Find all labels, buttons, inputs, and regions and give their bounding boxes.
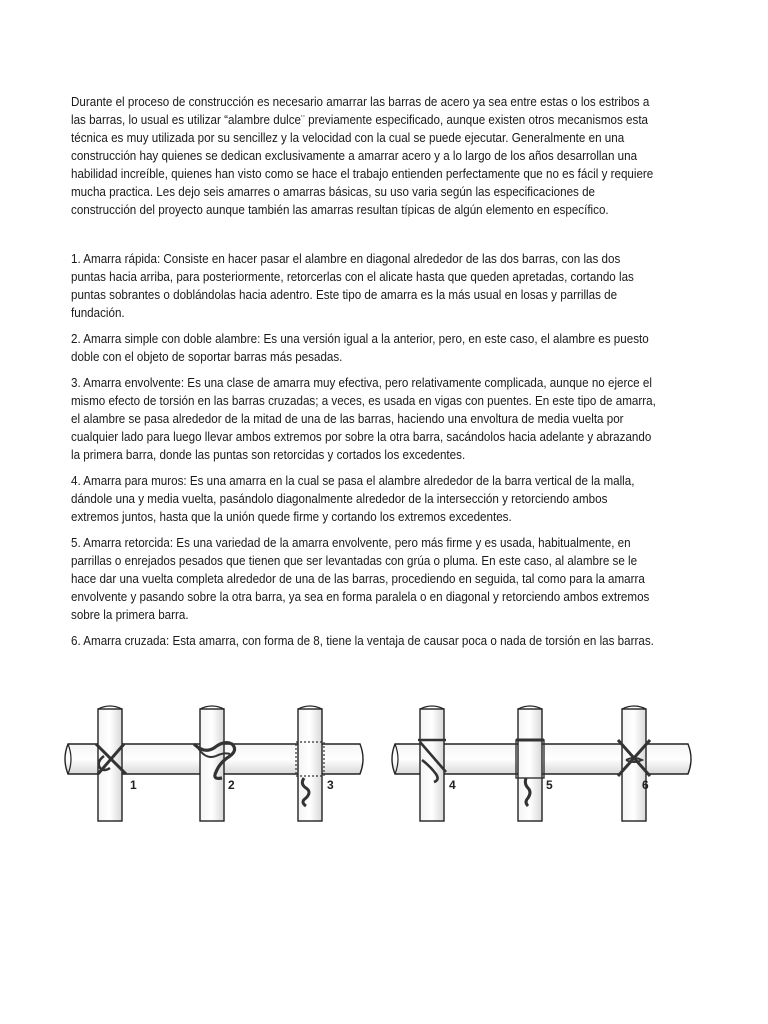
tie-label-4: 4 [449,778,456,792]
list-item: 2. Amarra simple con doble alambre: Es una versión igual a la anterior, pero, en este caso, el alambre es puesto doble con el objeto de soportar barras más pesadas. [71,332,649,364]
tie-label-5: 5 [546,778,553,792]
tie-4-drawing [418,706,446,821]
intro-paragraph: Durante el proceso de construcción es necesario amarrar las barras de acero ya sea entre estas o los estribos a las barras, lo usual es utilizar “alambre dulce¨ previamente especificado, aunque existen otros mecanismos esta técnica es muy utilizada por su sencillez y la velocidad con la cual se puede ejecutar. Generalmente en una construcción hay quienes se dedican exclusivamente a amarrar acero y a lo largo de los años desarrollan una habilidad increíble, quienes han visto como se hace el trabajo entienden perfectamente que no es fácil y requiere mucha practica. Les dejo seis amarres o amarras básicas, su uso varia según las especificaciones de construcción del proyecto aunque también las amarras resultan típicas de algún elemento en específico. [71,95,654,217]
tie-3-drawing [296,706,324,821]
list-item: 4. Amarra para muros: Es una amarra en la cual se pasa el alambre alrededor de la barra vertical de la malla, dándole una y media vuelta, pasándolo diagonalmente alrededor de la intersección y retorciendo ambos extremos juntos, hasta que la unión quede firme y cortando los extremos excedentes. [71,474,635,524]
tie-5-drawing [516,706,544,821]
list-item: 3. Amarra envolvente: Es una clase de amarra muy efectiva, pero relativamente complicada, aunque no ejerce el mismo efecto de torsión en las barras cruzadas; a veces, es usada en vigas con puentes. En este tipo de amarra, el alambre se pasa alrededor de la mitad de una de las barras, haciendo una envoltura de media vuelta por cualquier lado para luego llevar ambos extremos por sobre la otra barra, sacándolos hacia adelante y abrazando la primera barra, donde las puntas son retorcidas y cortados los excedentes. [71,376,656,462]
tie-label-3: 3 [327,778,334,792]
tie-types-list [71,250,657,658]
tie-label-6: 6 [642,778,649,792]
list-item: 6. Amarra cruzada: Esta amarra, con forma de 8, tiene la ventaja de causar poca o nada de torsión en las barras. [71,634,654,648]
tie-label-2: 2 [228,778,235,792]
list-item: 1. Amarra rápida: Consiste en hacer pasar el alambre en diagonal alrededor de las dos barras, con las dos puntas hacia arriba, para posteriormente, retorcerlas con el alicate hasta que queden apretadas, cortando las puntas sobrantes o doblándolas hacia adentro. Este tipo de amarra es la más usual en losas y parrillas de fundación. [71,252,634,320]
tie-1-drawing [96,706,126,821]
list-item: 5. Amarra retorcida: Es una variedad de la amarra envolvente, pero más firme y es usada, habitualmente, en parrillas o enrejados pesados que tienen que ser levantadas con grúa o pluma. En este caso, al alambre se le hace dar una vuelta completa alrededor de una de las barras, procediendo en seguida, tal como para la amarra envolvente y pasando sobre la otra barra, ya sea en forma paralela o en diagonal y retorciendo ambos extremos sobre la primera barra. [71,536,650,622]
rebar-ties-illustration [60,700,700,830]
tie-6-drawing [618,706,650,821]
tie-label-1: 1 [130,778,137,792]
